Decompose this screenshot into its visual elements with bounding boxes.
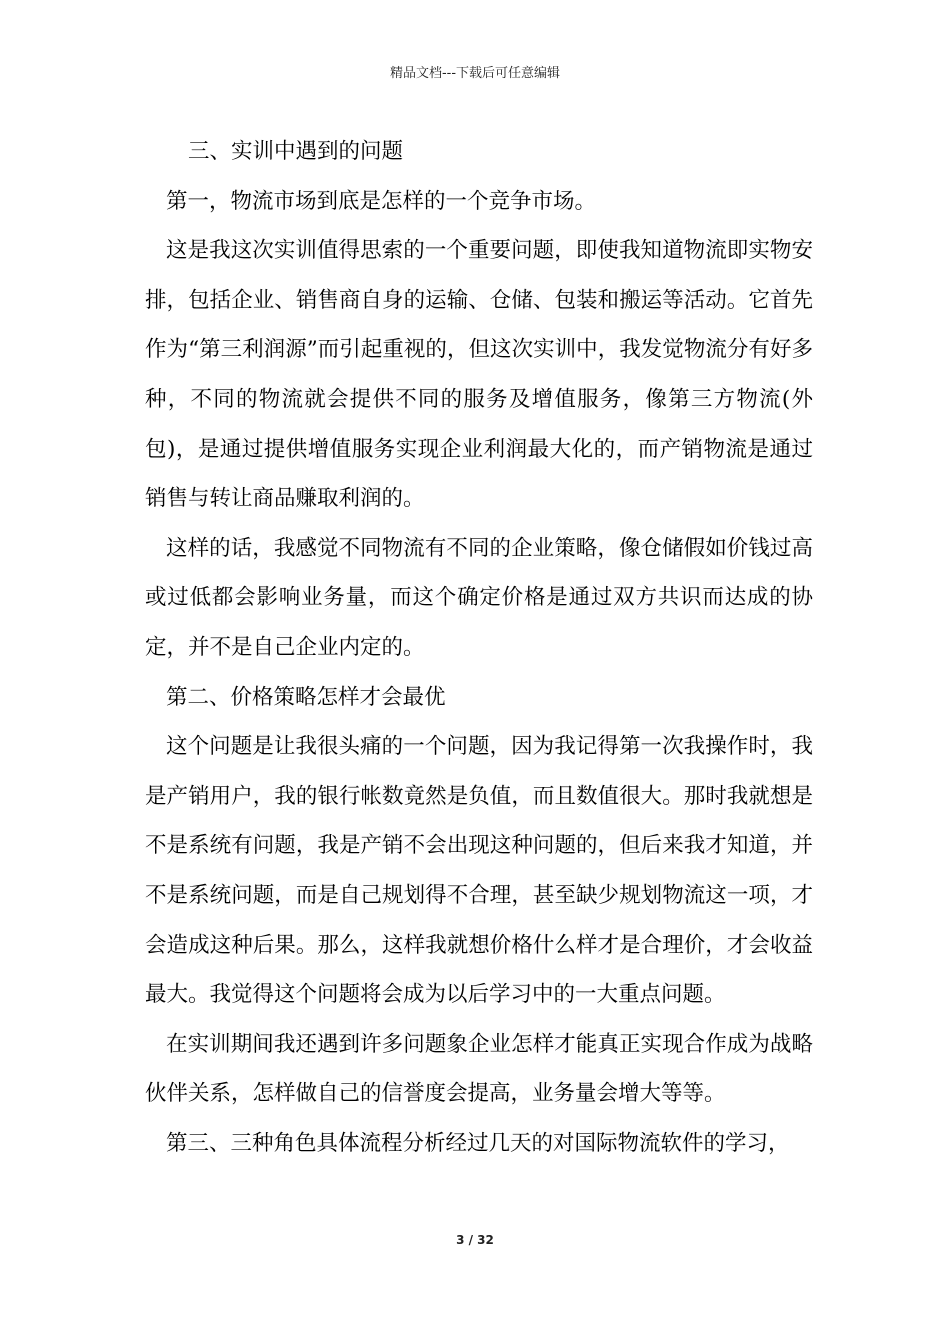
- paragraph-6: 在实训期间我还遇到许多问题象企业怎样才能真正实现合作成为战略伙伴关系，怎样做自己的信誉度会提高，业务量会增大等等。: [145, 1031, 813, 1107]
- paragraph-3: 这样的话，我感觉不同物流有不同的企业策略，像仓储假如价钱过高或过低都会影响业务量，而这个确定价格是通过双方共识而达成的协定，并不是自己企业内定的。: [145, 535, 813, 660]
- section-heading: 三、实训中遇到的问题: [188, 139, 404, 164]
- paragraph-7: 第三、三种角色具体流程分析经过几天的对国际物流软件的学习，: [166, 1130, 790, 1156]
- page-number: 3 / 32: [456, 1233, 494, 1247]
- page-header: 精品文档---下载后可任意编辑: [389, 66, 561, 81]
- paragraph-5: 这个问题是让我很头痛的一个问题，因为我记得第一次我操作时，我是产销用户，我的银行帐数竟然是负值，而且数值很大。那时我就想是不是系统有问题，我是产销不会出现这种问题的，但后来我才知道，并不是系统问题，而是自己规划得不合理，甚至缺少规划物流这一项，才会造成这种后果。那么，这样我就想价格什么样才是合理价，才会收益最大。我觉得这个问题将会成为以后学习中的一大重点问题。: [145, 734, 813, 1008]
- paragraph-4: 第二、价格策略怎样才会最优: [166, 684, 446, 710]
- paragraph-1: 第一，物流市场到底是怎样的一个竞争市场。: [166, 188, 597, 214]
- paragraph-2: 这是我这次实训值得思索的一个重要问题，即使我知道物流即实物安排，包括企业、销售商自身的运输、仓储、包装和搬运等活动。它首先作为“第三利润源”而引起重视的，但这次实训中，我发觉物流分有好多种，不同的物流就会提供不同的服务及增值服务，像第三方物流(外包)，是通过提供增值服务实现企业利润最大化的，而产销物流是通过销售与转让商品赚取利润的。: [145, 238, 813, 512]
- document-body: [145, 127, 813, 1168]
